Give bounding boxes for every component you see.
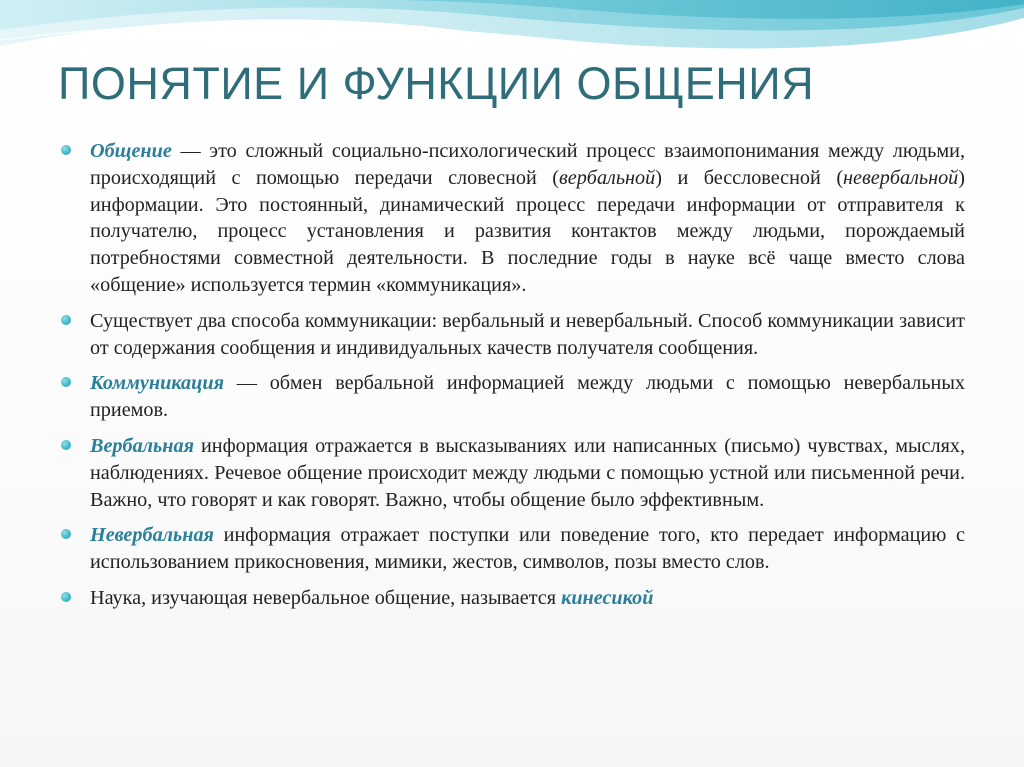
slide-title: ПОНЯТИЕ И ФУНКЦИИ ОБЩЕНИЯ xyxy=(58,58,815,109)
body-text: — обмен вербальной информацией между людьми с помощью невербальных приемов. xyxy=(90,372,965,422)
body-text: информация отражается в высказываниях или написанных (письмо) чувствах, мыслях, наблюдениях. Речевое общение происходит между людьми с помощью устной или письменной речи. Важно, что говорят и как говорят. Важно, чтобы общение было эффективным. xyxy=(90,434,965,511)
bullet-list xyxy=(60,138,965,621)
term-text: Общение xyxy=(90,140,172,162)
term-text: Коммуникация xyxy=(90,372,224,395)
term-text: Вербальная xyxy=(90,434,194,457)
body-text: информация отражает поступки или поведение того, кто передает информацию с использованием прикосновения, мимики, жестов, символов, позы вместо слов. xyxy=(90,524,965,574)
term-text: Невербальная xyxy=(90,524,214,547)
list-item xyxy=(60,433,965,513)
bullet-icon xyxy=(61,592,71,602)
bullet-icon xyxy=(61,145,71,155)
list-item xyxy=(60,522,965,576)
list-item xyxy=(60,585,965,612)
emphasis-text: невербальной xyxy=(843,166,959,189)
bullet-icon xyxy=(61,377,71,387)
bullet-icon xyxy=(61,315,71,325)
body-text: — это сложный социально-психологический процесс взаимопонимания между людьми, происходящий с помощью передачи словесной ( xyxy=(90,140,965,189)
list-item xyxy=(60,308,965,362)
body-text: Существует два способа коммуникации: вербальный и невербальный. Способ коммуникации зависит от содержания сообщения и индивидуальных качеств получателя сообщения. xyxy=(90,309,965,359)
emphasis-text: вербальной xyxy=(558,166,656,189)
body-text: Наука, изучающая невербальное общение, называется xyxy=(90,586,562,609)
term-text: кинесикой xyxy=(561,586,654,609)
list-item xyxy=(60,370,965,424)
body-text: ) и бессловесной ( xyxy=(655,166,844,189)
body-text: ) информации. Это постоянный, динамический процесс передачи информации от отправителя к получателю, процесс установления и развития контактов между людьми, порождаемый потребностями совместной деятельности. В последние годы в науке всё чаще вместо слова «общение» используется термин «коммуникация». xyxy=(90,166,966,296)
bullet-icon xyxy=(61,529,71,539)
bullet-icon xyxy=(61,440,71,450)
list-item xyxy=(60,138,965,299)
